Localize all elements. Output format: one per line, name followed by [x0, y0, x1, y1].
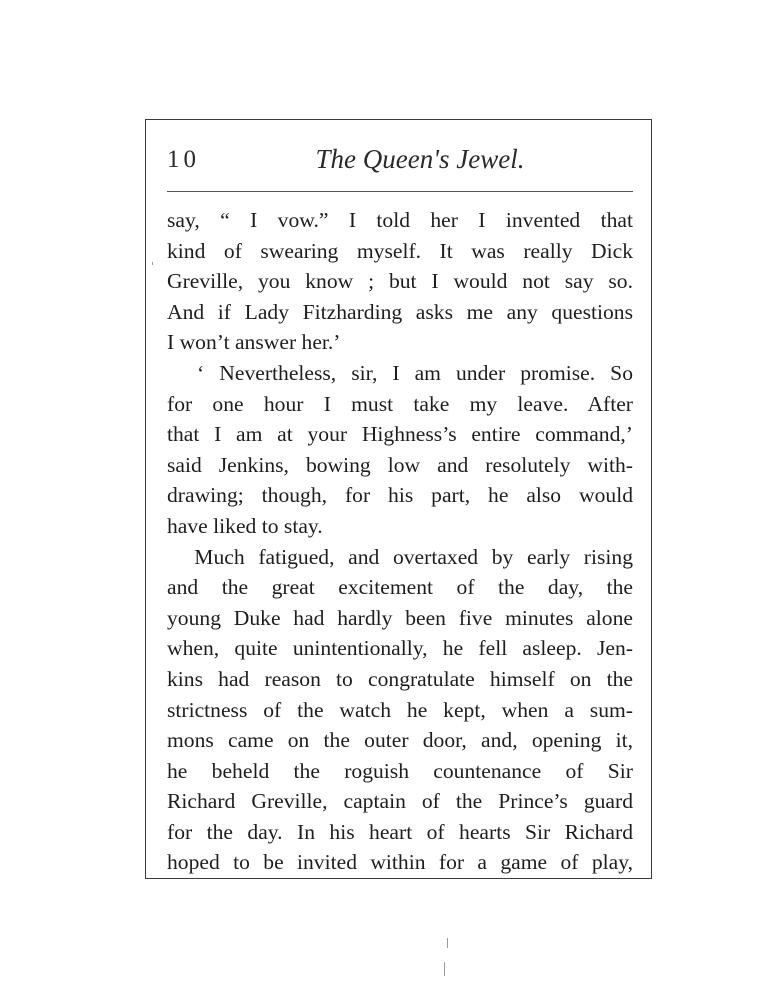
- text-line: I won’t answer her.’: [167, 330, 341, 355]
- text-line: for one hour I must take my leave. After: [167, 391, 633, 416]
- text-line: said Jenkins, bowing low and resolutely with-: [167, 452, 633, 477]
- paper-speck: [444, 962, 445, 976]
- text-line: for the day. In his heart of hearts Sir Richard: [167, 819, 633, 844]
- text-line: have liked to stay.: [167, 513, 323, 538]
- text-line: kind of swearing myself. It was really Dick: [167, 238, 633, 263]
- text-line: Richard Greville, captain of the Prince’s guard: [167, 789, 633, 814]
- text-line: Much fatigued, and overtaxed by early rising: [167, 544, 633, 569]
- page-number: 10: [167, 146, 200, 173]
- paper-speck: [447, 938, 448, 948]
- text-line: say, “ I vow.” I told her I invented that: [167, 208, 633, 232]
- text-line: he beheld the roguish countenance of Sir: [167, 758, 633, 783]
- running-title: The Queen's Jewel.: [315, 144, 525, 174]
- header-rule: [167, 191, 633, 192]
- page-header: [167, 140, 633, 186]
- text-line: And if Lady Fitzharding asks me any questions: [167, 299, 633, 324]
- text-line: young Duke had hardly been five minutes alone: [167, 605, 633, 630]
- text-line: mons came on the outer door, and, opening it,: [167, 728, 633, 753]
- text-line: strictness of the watch he kept, when a sum-: [167, 697, 633, 722]
- text-line: drawing; though, for his part, he also would: [167, 483, 633, 508]
- text-line: ‘ Nevertheless, sir, I am under promise. So: [167, 360, 633, 385]
- text-line: and the great excitement of the day, the: [167, 575, 633, 600]
- text-line: that I am at your Highness’s entire command,’: [167, 422, 633, 447]
- paper-speck: [152, 262, 153, 265]
- text-line: hoped to be invited within for a game of play,: [167, 850, 633, 875]
- text-line: when, quite unintentionally, he fell asleep. Jen-: [167, 636, 633, 661]
- body-text: [167, 205, 633, 878]
- text-line: Greville, you know ; but I would not say so.: [167, 269, 633, 294]
- text-line: kins had reason to congratulate himself on the: [167, 666, 633, 691]
